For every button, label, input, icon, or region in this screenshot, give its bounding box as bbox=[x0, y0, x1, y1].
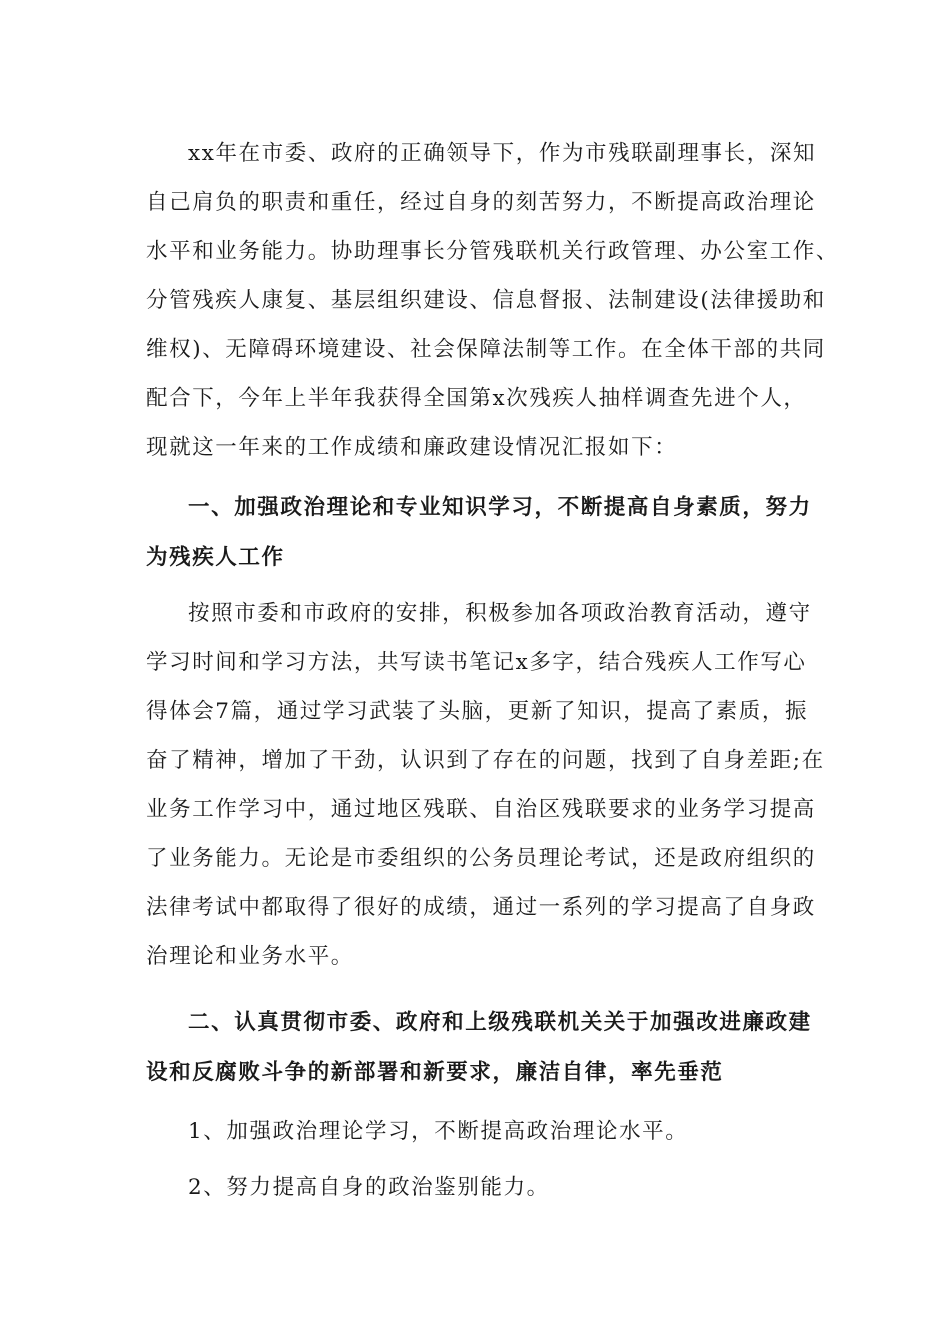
body-line: 法律考试中都取得了很好的成绩，通过一系列的学习提高了自身政 bbox=[146, 895, 816, 920]
list-item: 2、努力提高自身的政治鉴别能力。 bbox=[188, 1175, 550, 1200]
intro-line: 分管残疾人康复、基层组织建设、信息督报、法制建设(法律援助和 bbox=[146, 288, 826, 313]
heading-line: 一、加强政治理论和专业知识学习，不断提高自身素质，努力 bbox=[188, 495, 812, 520]
heading-line: 为残疾人工作 bbox=[146, 545, 285, 570]
intro-line: xx年在市委、政府的正确领导下，作为市残联副理事长，深知 bbox=[188, 141, 817, 166]
body-line: 学习时间和学习方法，共写读书笔记x多字，结合残疾人工作写心 bbox=[146, 650, 807, 675]
body-line: 得体会7篇，通过学习武装了头脑，更新了知识，提高了素质，振 bbox=[146, 699, 809, 724]
intro-line: 自己肩负的职责和重任，经过自身的刻苦努力，不断提高政治理论 bbox=[146, 190, 816, 215]
intro-line: 现就这一年来的工作成绩和廉政建设情况汇报如下： bbox=[146, 435, 678, 460]
intro-line: 水平和业务能力。协助理事长分管残联机关行政管理、办公室工作、 bbox=[146, 239, 840, 264]
body-line: 业务工作学习中，通过地区残联、自治区残联要求的业务学习提高 bbox=[146, 797, 816, 822]
intro-line: 维权)、无障碍环境建设、社会保障法制等工作。在全体干部的共同 bbox=[146, 337, 826, 362]
body-line: 按照市委和市政府的安排，积极参加各项政治教育活动，遵守 bbox=[188, 601, 812, 626]
body-line: 奋了精神，增加了干劲，认识到了存在的问题，找到了自身差距;在 bbox=[146, 748, 825, 773]
heading-line: 设和反腐败斗争的新部署和新要求，廉洁自律，率先垂范 bbox=[146, 1060, 724, 1085]
body-line: 治理论和业务水平。 bbox=[146, 944, 354, 969]
list-item: 1、加强政治理论学习，不断提高政治理论水平。 bbox=[188, 1119, 689, 1144]
body-line: 了业务能力。无论是市委组织的公务员理论考试，还是政府组织的 bbox=[146, 846, 816, 871]
heading-line: 二、认真贯彻市委、政府和上级残联机关关于加强改进廉政建 bbox=[188, 1010, 812, 1035]
intro-line: 配合下，今年上半年我获得全国第x次残疾人抽样调查先进个人， bbox=[146, 386, 807, 411]
